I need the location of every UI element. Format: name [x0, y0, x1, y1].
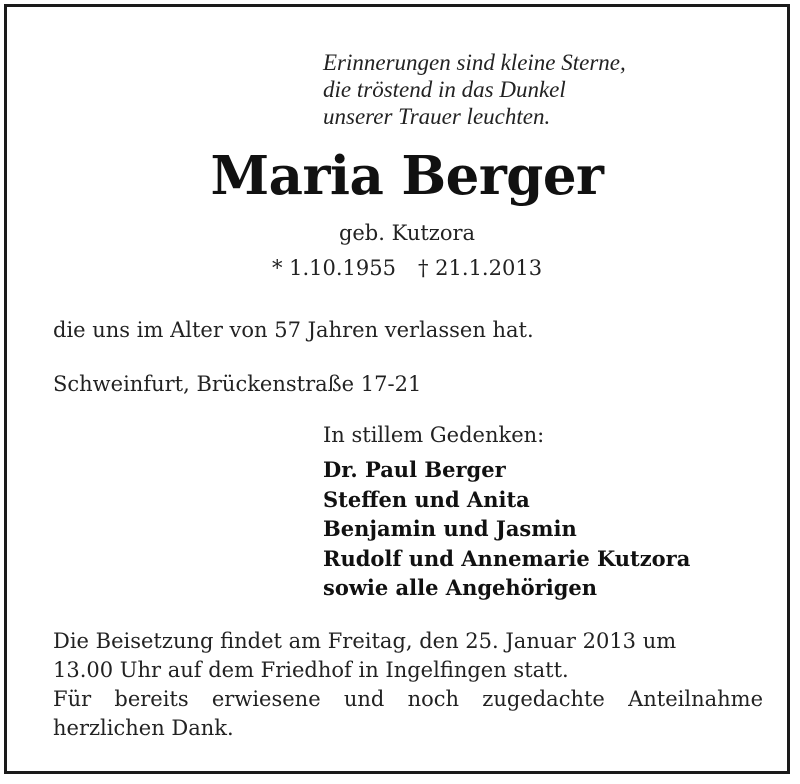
poem-line: die tröstend in das Dunkel: [323, 77, 566, 102]
mourners-list: [323, 455, 690, 603]
closing-line: herzlichen Dank.: [53, 716, 234, 740]
mourner-name: sowie alle Angehörigen: [323, 575, 598, 600]
memorial-poem: [323, 49, 626, 130]
poem-line: unserer Trauer leuchten.: [323, 104, 551, 129]
obituary-frame: [4, 4, 790, 774]
closing-line: Für bereits erwiesene und noch zugedachte Anteilnahme: [53, 687, 763, 711]
death-date: † 21.1.2013: [418, 256, 543, 280]
mourner-name: Benjamin und Jasmin: [323, 516, 577, 541]
address: Schweinfurt, Brückenstraße 17-21: [53, 372, 422, 396]
mourners-intro: In stillem Gedenken:: [323, 423, 545, 447]
mourner-name: Steffen und Anita: [323, 486, 530, 512]
mourner-name: Rudolf und Annemarie Kutzora: [323, 545, 691, 571]
age-statement: die uns im Alter von 57 Jahren verlassen hat.: [53, 318, 534, 342]
closing-line: Die Beisetzung findet am Freitag, den 25. Januar 2013 um: [53, 629, 677, 653]
closing-line: 13.00 Uhr auf dem Friedhof in Ingelfingen statt.: [53, 658, 569, 682]
funeral-notice: [53, 627, 763, 743]
deceased-name: Maria Berger: [210, 145, 604, 207]
maiden-name: geb. Kutzora: [338, 221, 476, 245]
mourners-block: [323, 423, 690, 603]
life-dates: [7, 256, 800, 280]
poem-line: Erinnerungen sind kleine Sterne,: [323, 50, 626, 75]
birth-date: * 1.10.1955: [271, 256, 396, 280]
mourner-name: Dr. Paul Berger: [323, 457, 506, 482]
